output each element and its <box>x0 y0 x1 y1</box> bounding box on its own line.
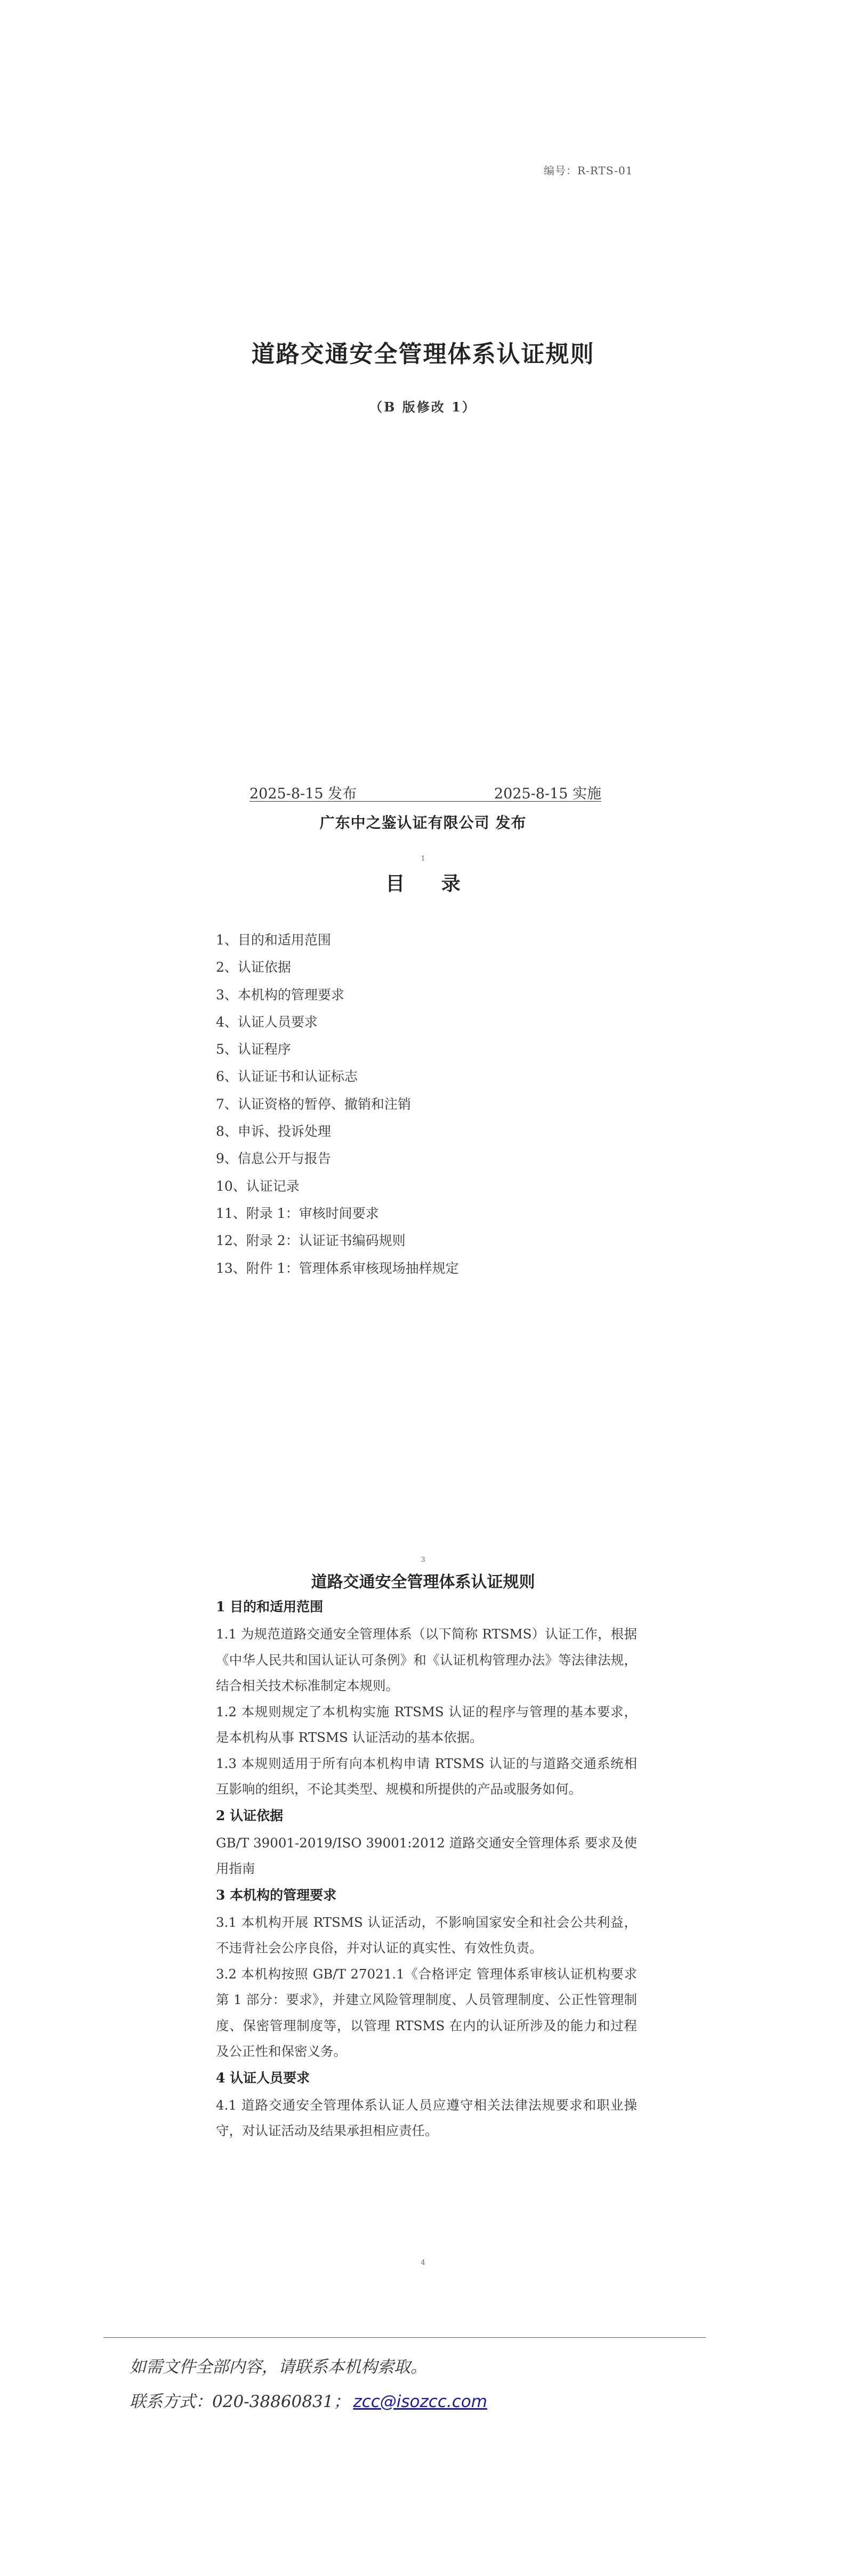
body-content <box>216 1594 637 2144</box>
section-paragraph: 1.2 本规则规定了本机构实施 RTSMS 认证的程序与管理的基本要求，是本机构从事 RTSMS 认证活动的基本依据。 <box>216 1703 637 1745</box>
publisher: 广东中之鉴认证有限公司 发布 <box>319 814 527 831</box>
publish-date: 2025-8-15 发布 <box>249 786 357 802</box>
toc-item[interactable]: 6、认证证书和认证标志 <box>216 1069 358 1085</box>
section-paragraph: 3.1 本机构开展 RTSMS 认证活动，不影响国家安全和社会公共利益，不违背社会公序良俗，并对认证的真实性、有效性负责。 <box>216 1914 637 1956</box>
section-heading: 1 目的和适用范围 <box>216 1599 324 1614</box>
toc-item[interactable]: 3、本机构的管理要求 <box>216 987 344 1003</box>
page-number-toc: 1 <box>421 855 425 863</box>
toc-title: 目 录 <box>385 873 476 895</box>
toc-item[interactable]: 12、附录 2：认证证书编码规则 <box>216 1233 406 1249</box>
section-paragraph: GB/T 39001-2019/ISO 39001:2012 道路交通安全管理体系 要求及使用指南 <box>216 1835 637 1876</box>
section-paragraph: 1.1 为规范道路交通安全管理体系（以下简称 RTSMS）认证工作，根据《中华人民共和国认证认可条例》和《认证机构管理办法》等法律法规，结合相关技术标准制定本规则。 <box>216 1626 637 1693</box>
toc-item[interactable]: 1、目的和适用范围 <box>216 932 331 948</box>
toc-list <box>216 926 459 1282</box>
toc-item[interactable]: 10、认证记录 <box>216 1178 300 1194</box>
section-paragraph: 1.3 本规则适用于所有向本机构申请 RTSMS 认证的与道路交通系统相互影响的组织，不论其类型、规模和所提供的产品或服务如何。 <box>216 1755 637 1797</box>
section-paragraph: 4.1 道路交通安全管理体系认证人员应遵守相关法律法规要求和职业操守，对认证活动及结果承担相应责任。 <box>216 2097 637 2138</box>
document-number: 编号：R-RTS-01 <box>544 164 633 177</box>
page-number-body: 3 <box>421 1556 425 1564</box>
date-underline <box>249 801 601 802</box>
toc-item[interactable]: 13、附件 1：管理体系审核现场抽样规定 <box>216 1260 459 1276</box>
toc-item[interactable]: 9、信息公开与报告 <box>216 1151 331 1167</box>
toc-item[interactable]: 2、认证依据 <box>216 959 291 975</box>
page-number-bottom: 4 <box>421 2259 425 2267</box>
date-line <box>249 782 601 803</box>
footer-contact <box>130 2388 487 2412</box>
body-title: 道路交通安全管理体系认证规则 <box>311 1573 535 1592</box>
toc-item[interactable]: 11、附录 1：审核时间要求 <box>216 1205 379 1221</box>
edition-label: （B 版修改 1） <box>369 399 477 415</box>
section-heading: 2 认证依据 <box>216 1807 284 1823</box>
section-heading: 3 本机构的管理要求 <box>216 1887 337 1903</box>
section-heading: 4 认证人员要求 <box>216 2070 310 2086</box>
toc-item[interactable]: 7、认证资格的暂停、撤销和注销 <box>216 1096 411 1112</box>
footer-divider <box>103 2337 706 2338</box>
implement-date: 2025-8-15 实施 <box>494 786 601 802</box>
cover-title: 道路交通安全管理体系认证规则 <box>251 341 595 368</box>
toc-item[interactable]: 4、认证人员要求 <box>216 1014 318 1030</box>
contact-label: 联系方式：020-38860831； <box>130 2392 350 2411</box>
toc-item[interactable]: 8、申诉、投诉处理 <box>216 1124 331 1140</box>
contact-email-link[interactable]: zcc@isozcc.com <box>353 2392 487 2411</box>
section-paragraph: 3.2 本机构按照 GB/T 27021.1《合格评定 管理体系审核认证机构要求 第 1 部分：要求》，并建立风险管理制度、人员管理制度、公正性管理制度、保密管理制度等，以管理 RTSMS 在内的认证所涉及的能力和过程及公正性和保密义务。 <box>216 1966 637 2059</box>
footer-note: 如需文件全部内容，请联系本机构索取。 <box>130 2357 427 2377</box>
toc-item[interactable]: 5、认证程序 <box>216 1041 291 1057</box>
